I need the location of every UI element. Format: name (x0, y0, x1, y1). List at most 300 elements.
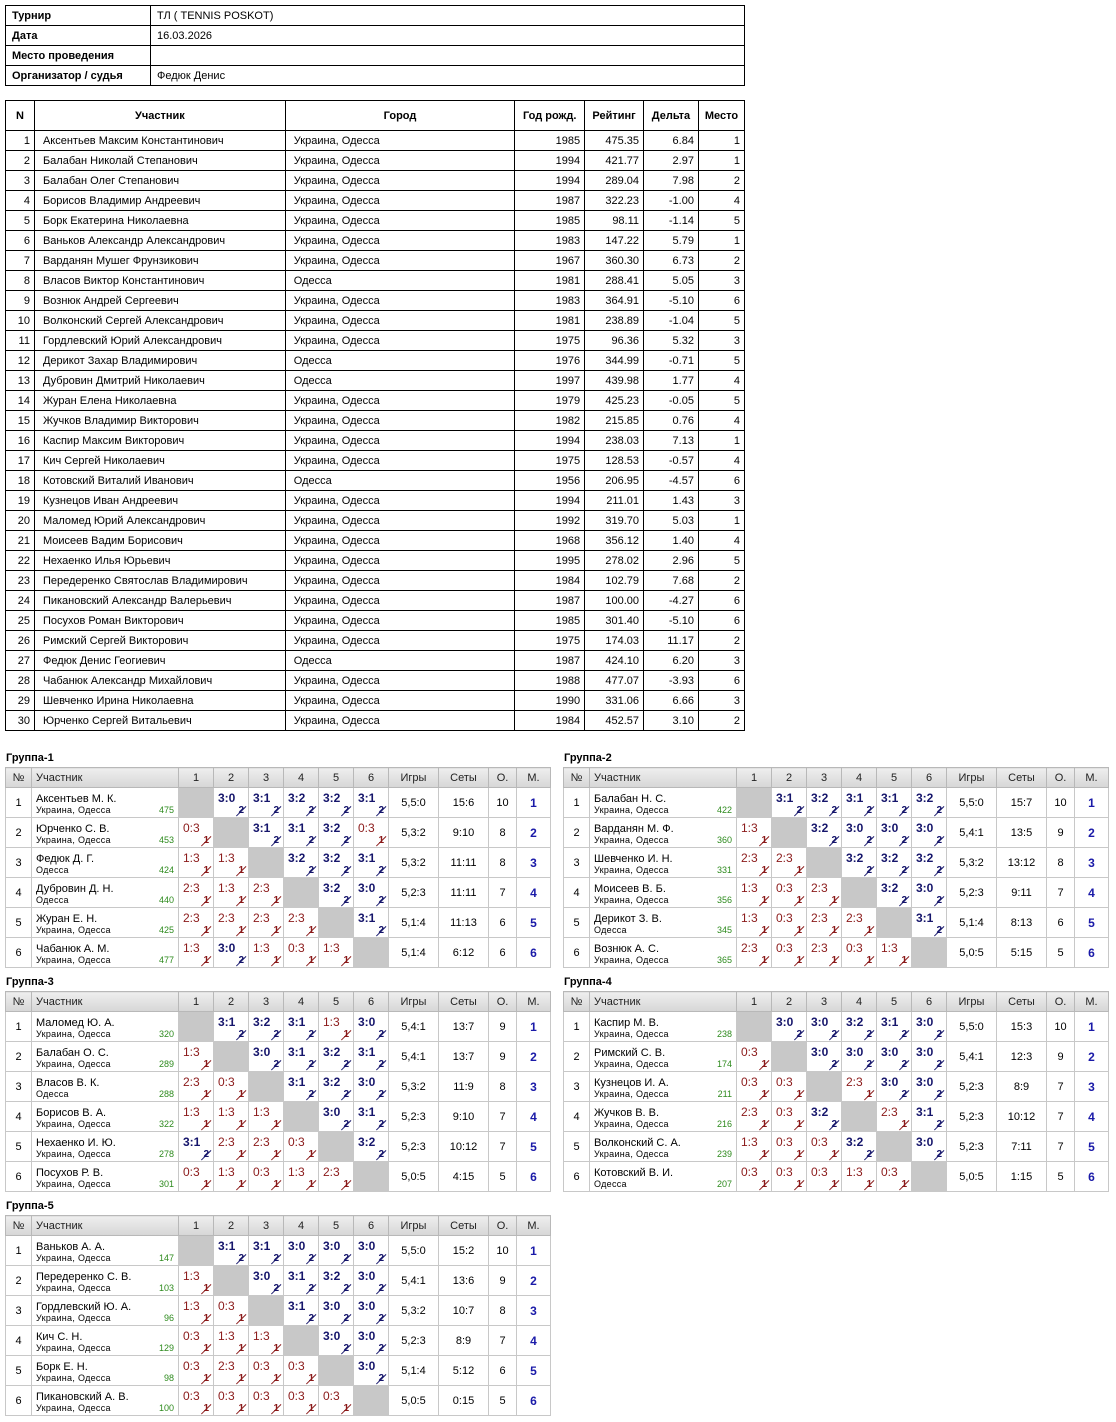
group-4 (563, 976, 1108, 1192)
group-header-col-6: 6 (912, 992, 947, 1012)
player-games: 5,2:3 (389, 1102, 439, 1132)
match-points: 1 (308, 1179, 314, 1190)
match-points: 1 (238, 1119, 244, 1130)
match-score: 0:3 (253, 1165, 270, 1179)
match-score: 3:0 (811, 1045, 829, 1059)
match-result-cell (842, 1132, 877, 1162)
participant-city: Одесса (285, 651, 514, 671)
match-points: 2 (796, 805, 802, 816)
match-points: 2 (378, 805, 384, 816)
player-games: 5,4:1 (389, 1266, 439, 1296)
player-cell (590, 1012, 737, 1042)
player-games: 5,4:1 (947, 1042, 997, 1072)
player-place: 3 (517, 1296, 551, 1326)
self-match-cell (354, 1386, 389, 1416)
self-match-cell (284, 1326, 319, 1356)
group-header-games: Игры (947, 992, 997, 1012)
participant-city: Украина, Одесса (285, 451, 514, 471)
player-seed: 2 (564, 1042, 590, 1072)
player-name: Моисеев В. Б. (594, 882, 666, 895)
match-score: 1:3 (218, 1329, 235, 1343)
player-place: 3 (517, 1072, 551, 1102)
match-score: 1:3 (183, 1299, 200, 1313)
group-header-col-3: 3 (807, 992, 842, 1012)
table-row (6, 551, 745, 571)
player-place: 4 (1075, 1102, 1109, 1132)
match-points: 1 (343, 955, 349, 966)
match-points: 1 (796, 1149, 802, 1160)
player-city: Украина, Одесса (36, 1312, 111, 1323)
group-title: Группа-4 (564, 976, 612, 988)
participant-delta: -4.57 (644, 471, 699, 491)
match-points: 1 (203, 925, 209, 936)
group-header-participant: Участник (32, 768, 179, 788)
match-score: 1:3 (253, 1105, 270, 1119)
match-result-cell (912, 1072, 947, 1102)
match-score: 1:3 (253, 1329, 270, 1343)
participant-place: 2 (698, 251, 744, 271)
participant-delta: 6.84 (644, 131, 699, 151)
participant-place: 6 (698, 471, 744, 491)
match-result-cell (877, 938, 912, 968)
player-cell (590, 1162, 737, 1192)
self-match-cell (319, 908, 354, 938)
header-delta: Дельта (644, 101, 699, 131)
match-result-cell (179, 938, 214, 968)
player-points: 5 (489, 1162, 517, 1192)
match-result-cell (179, 818, 214, 848)
match-result-cell (842, 818, 877, 848)
group-player-row (564, 1162, 1109, 1192)
match-score: 3:0 (916, 881, 934, 895)
participant-number: 11 (6, 331, 35, 351)
self-match-cell (319, 1132, 354, 1162)
participant-city: Одесса (285, 471, 514, 491)
header-rating: Рейтинг (585, 101, 644, 131)
match-result-cell (249, 938, 284, 968)
match-points: 2 (831, 1119, 837, 1130)
table-row (6, 531, 745, 551)
participant-rating: 319.70 (585, 511, 644, 531)
match-points: 1 (343, 1179, 349, 1190)
match-score: 3:1 (358, 791, 376, 805)
group-header-col-2: 2 (772, 768, 807, 788)
player-city: Украина, Одесса (36, 1178, 111, 1189)
player-games: 5,2:3 (947, 1102, 997, 1132)
match-points: 1 (273, 1403, 279, 1414)
self-match-cell (772, 1042, 807, 1072)
match-points: 1 (831, 1149, 837, 1160)
participant-number: 2 (6, 151, 35, 171)
match-result-cell (354, 818, 389, 848)
match-result-cell (284, 1266, 319, 1296)
match-points: 2 (901, 1059, 907, 1070)
player-place: 2 (1075, 818, 1109, 848)
participant-number: 18 (6, 471, 35, 491)
match-result-cell (214, 848, 249, 878)
participant-name: Каспир Максим Викторович (34, 431, 285, 451)
group-header-place: М. (517, 1216, 551, 1236)
match-points: 1 (203, 1179, 209, 1190)
match-points: 2 (936, 1119, 942, 1130)
match-result-cell (249, 788, 284, 818)
match-points: 2 (238, 1029, 244, 1040)
table-row (6, 251, 745, 271)
match-points: 1 (761, 1179, 767, 1190)
participant-delta: -5.10 (644, 291, 699, 311)
match-points: 1 (203, 955, 209, 966)
match-result-cell (807, 1012, 842, 1042)
participant-city: Украина, Одесса (285, 691, 514, 711)
participant-city: Украина, Одесса (285, 671, 514, 691)
match-score: 2:3 (253, 911, 270, 925)
player-points: 7 (489, 878, 517, 908)
match-result-cell (737, 1132, 772, 1162)
participant-number: 19 (6, 491, 35, 511)
match-result-cell (877, 1162, 912, 1192)
participant-city: Украина, Одесса (285, 431, 514, 451)
match-result-cell (877, 848, 912, 878)
player-rating: 365 (716, 955, 732, 965)
self-match-cell (179, 1012, 214, 1042)
participant-rating: 96.36 (585, 331, 644, 351)
match-score: 1:3 (183, 941, 200, 955)
match-points: 1 (901, 955, 907, 966)
player-points: 10 (1047, 788, 1075, 818)
match-points: 1 (831, 895, 837, 906)
match-points: 1 (343, 1403, 349, 1414)
player-name: Борисов В. А. (36, 1106, 107, 1119)
participant-name: Вознюк Андрей Сергеевич (34, 291, 285, 311)
match-score: 3:1 (881, 1015, 899, 1029)
participant-birth-year: 1984 (515, 711, 585, 731)
match-result-cell (319, 788, 354, 818)
player-cell (590, 1132, 737, 1162)
match-result-cell (284, 818, 319, 848)
player-sets: 15:6 (439, 788, 489, 818)
match-points: 1 (203, 1403, 209, 1414)
self-match-cell (249, 1072, 284, 1102)
participant-name: Юрченко Сергей Витальевич (34, 711, 285, 731)
player-seed: 2 (564, 818, 590, 848)
match-result-cell (179, 1326, 214, 1356)
player-seed: 4 (564, 1102, 590, 1132)
group-header-col-1: 1 (179, 992, 214, 1012)
match-result-cell (249, 1162, 284, 1192)
participant-name: Ваньков Александр Александрович (34, 231, 285, 251)
player-seed: 3 (6, 1072, 32, 1102)
group-header-col-6: 6 (912, 768, 947, 788)
match-score: 3:1 (253, 1239, 271, 1253)
info-row (6, 6, 745, 26)
info-row (6, 46, 745, 66)
match-score: 3:2 (323, 851, 341, 865)
player-sets: 15:7 (997, 788, 1047, 818)
match-result-cell (249, 908, 284, 938)
match-points: 2 (308, 1029, 314, 1040)
group-title: Группа-2 (564, 752, 612, 764)
match-points: 2 (238, 955, 244, 966)
participant-place: 3 (698, 331, 744, 351)
match-points: 1 (238, 1149, 244, 1160)
match-points: 1 (796, 895, 802, 906)
match-result-cell (214, 1012, 249, 1042)
match-points: 1 (796, 925, 802, 936)
player-sets: 9:11 (997, 878, 1047, 908)
participant-number: 22 (6, 551, 35, 571)
self-match-cell (214, 818, 249, 848)
match-points: 1 (901, 1119, 907, 1130)
participant-delta: -5.10 (644, 611, 699, 631)
match-result-cell (179, 1386, 214, 1416)
participant-place: 4 (698, 451, 744, 471)
match-result-cell (284, 848, 319, 878)
player-rating: 360 (716, 835, 732, 845)
match-points: 1 (238, 925, 244, 936)
match-points: 2 (273, 1283, 279, 1294)
match-result-cell (249, 1236, 284, 1266)
group-header-col-2: 2 (214, 768, 249, 788)
table-row (6, 651, 745, 671)
match-score: 3:1 (916, 911, 934, 925)
player-points: 5 (1047, 1162, 1075, 1192)
player-games: 5,3:2 (389, 1296, 439, 1326)
match-result-cell (772, 908, 807, 938)
match-points: 1 (203, 1283, 209, 1294)
player-games: 5,0:5 (947, 938, 997, 968)
player-rating: 453 (158, 835, 174, 845)
match-result-cell (354, 878, 389, 908)
table-row (6, 211, 745, 231)
participant-place: 5 (698, 311, 744, 331)
match-result-cell (772, 788, 807, 818)
participant-place: 1 (698, 231, 744, 251)
table-row (6, 411, 745, 431)
match-points: 2 (343, 865, 349, 876)
player-sets: 11:9 (439, 1072, 489, 1102)
player-games: 5,0:5 (389, 1162, 439, 1192)
participant-place: 6 (698, 671, 744, 691)
participant-city: Украина, Одесса (285, 531, 514, 551)
match-points: 1 (831, 925, 837, 936)
player-cell (32, 938, 179, 968)
match-score: 2:3 (811, 881, 828, 895)
group-header-row (564, 768, 1109, 788)
match-points: 2 (273, 805, 279, 816)
self-match-cell (354, 938, 389, 968)
participant-city: Украина, Одесса (285, 191, 514, 211)
match-score: 0:3 (741, 1165, 758, 1179)
player-sets: 7:11 (997, 1132, 1047, 1162)
self-match-cell (179, 788, 214, 818)
participant-number: 29 (6, 691, 35, 711)
participant-place: 1 (698, 431, 744, 451)
match-score: 3:0 (916, 821, 934, 835)
participant-name: Передеренко Святослав Владимирович (34, 571, 285, 591)
player-points: 5 (489, 1386, 517, 1416)
match-points: 2 (866, 1149, 872, 1160)
match-score: 3:2 (811, 791, 829, 805)
player-city: Украина, Одесса (594, 1148, 669, 1159)
group-player-row (6, 1012, 551, 1042)
match-result-cell (319, 1296, 354, 1326)
participant-number: 15 (6, 411, 35, 431)
match-score: 3:2 (811, 821, 829, 835)
match-result-cell (842, 938, 877, 968)
participant-birth-year: 1997 (515, 371, 585, 391)
match-result-cell (249, 1386, 284, 1416)
match-score: 3:1 (358, 851, 376, 865)
match-score: 3:1 (288, 821, 306, 835)
participant-city: Украина, Одесса (285, 411, 514, 431)
group-header-participant: Участник (32, 1216, 179, 1236)
participant-delta: -1.14 (644, 211, 699, 231)
match-points: 2 (796, 1029, 802, 1040)
match-score: 2:3 (881, 1105, 898, 1119)
group-header-col-2: 2 (772, 992, 807, 1012)
player-city: Украина, Одесса (594, 954, 669, 965)
match-result-cell (354, 1236, 389, 1266)
match-points: 2 (343, 1059, 349, 1070)
match-points: 2 (936, 865, 942, 876)
player-city: Украина, Одесса (594, 894, 669, 905)
match-result-cell (737, 1072, 772, 1102)
match-result-cell (319, 878, 354, 908)
match-score: 3:1 (253, 791, 271, 805)
group-player-row (564, 1072, 1109, 1102)
participant-delta: 0.76 (644, 411, 699, 431)
participant-delta: 3.10 (644, 711, 699, 731)
participant-city: Украина, Одесса (285, 551, 514, 571)
match-score: 0:3 (881, 1165, 898, 1179)
player-cell (590, 788, 737, 818)
match-points: 2 (343, 1343, 349, 1354)
match-score: 1:3 (253, 941, 270, 955)
info-label: Турнир (6, 6, 151, 26)
group-table (5, 1215, 551, 1416)
match-score: 0:3 (288, 941, 305, 955)
player-points: 7 (1047, 878, 1075, 908)
participant-delta: -0.57 (644, 451, 699, 471)
match-score: 2:3 (183, 881, 200, 895)
match-score: 2:3 (218, 911, 235, 925)
match-score: 3:0 (881, 1045, 899, 1059)
participant-number: 27 (6, 651, 35, 671)
match-score: 3:2 (323, 791, 341, 805)
match-score: 2:3 (323, 1165, 340, 1179)
table-row (6, 131, 745, 151)
participant-delta: 1.43 (644, 491, 699, 511)
match-result-cell (214, 908, 249, 938)
participant-rating: 322.23 (585, 191, 644, 211)
group-header-points: О. (489, 768, 517, 788)
match-result-cell (912, 878, 947, 908)
match-score: 3:2 (846, 1015, 864, 1029)
group-player-row (6, 818, 551, 848)
match-result-cell (284, 1072, 319, 1102)
player-name: Вознюк А. С. (594, 942, 660, 955)
player-city: Одесса (594, 1178, 627, 1189)
player-games: 5,0:5 (947, 1162, 997, 1192)
player-points: 7 (489, 1326, 517, 1356)
player-seed: 2 (6, 1042, 32, 1072)
participant-number: 10 (6, 311, 35, 331)
match-points: 2 (866, 865, 872, 876)
match-points: 2 (238, 805, 244, 816)
player-cell (32, 1326, 179, 1356)
self-match-cell (249, 848, 284, 878)
player-place: 1 (517, 1012, 551, 1042)
player-seed: 6 (6, 938, 32, 968)
participant-birth-year: 1987 (515, 591, 585, 611)
participant-name: Варданян Мушег Фрунзикович (34, 251, 285, 271)
match-score: 0:3 (776, 941, 793, 955)
player-rating: 425 (158, 925, 174, 935)
player-points: 7 (489, 1132, 517, 1162)
match-points: 2 (378, 1119, 384, 1130)
match-score: 1:3 (323, 941, 340, 955)
match-score: 3:0 (358, 1359, 376, 1373)
player-cell (32, 1042, 179, 1072)
player-name: Федюк Д. Г. (36, 852, 95, 865)
participant-rating: 215.85 (585, 411, 644, 431)
participant-delta: -1.00 (644, 191, 699, 211)
participant-name: Моисеев Вадим Борисович (34, 531, 285, 551)
participant-city: Украина, Одесса (285, 211, 514, 231)
participant-rating: 206.95 (585, 471, 644, 491)
table-row (6, 151, 745, 171)
match-points: 1 (273, 1373, 279, 1384)
participant-delta: 7.98 (644, 171, 699, 191)
group-header-col-4: 4 (284, 768, 319, 788)
group-player-row (6, 1236, 551, 1266)
player-place: 1 (517, 1236, 551, 1266)
player-points: 8 (489, 1072, 517, 1102)
participant-name: Чабанюк Александр Михайлович (34, 671, 285, 691)
participant-name: Римский Сергей Викторович (34, 631, 285, 651)
info-row (6, 26, 745, 46)
match-result-cell (284, 908, 319, 938)
group-header-points: О. (1047, 768, 1075, 788)
participant-name: Дубровин Дмитрий Николаевич (34, 371, 285, 391)
player-cell (590, 1102, 737, 1132)
match-points: 2 (831, 1029, 837, 1040)
player-sets: 15:3 (997, 1012, 1047, 1042)
self-match-cell (772, 818, 807, 848)
player-place: 3 (1075, 848, 1109, 878)
player-points: 8 (489, 848, 517, 878)
match-result-cell (179, 1296, 214, 1326)
match-result-cell (319, 1236, 354, 1266)
match-score: 3:2 (323, 881, 341, 895)
participant-birth-year: 1990 (515, 691, 585, 711)
group-header-sets: Сеты (439, 768, 489, 788)
match-points: 2 (866, 1029, 872, 1040)
match-points: 1 (796, 955, 802, 966)
match-points: 1 (761, 1119, 767, 1130)
player-city: Украина, Одесса (594, 1058, 669, 1069)
player-games: 5,5:0 (389, 1236, 439, 1266)
group-header-col-4: 4 (284, 992, 319, 1012)
player-games: 5,3:2 (389, 818, 439, 848)
player-name: Пикановский А. В. (36, 1390, 129, 1403)
group-header-sets: Сеты (997, 992, 1047, 1012)
match-score: 2:3 (253, 881, 270, 895)
participant-city: Одесса (285, 351, 514, 371)
match-result-cell (319, 938, 354, 968)
player-rating: 98 (163, 1373, 174, 1383)
match-result-cell (214, 1386, 249, 1416)
